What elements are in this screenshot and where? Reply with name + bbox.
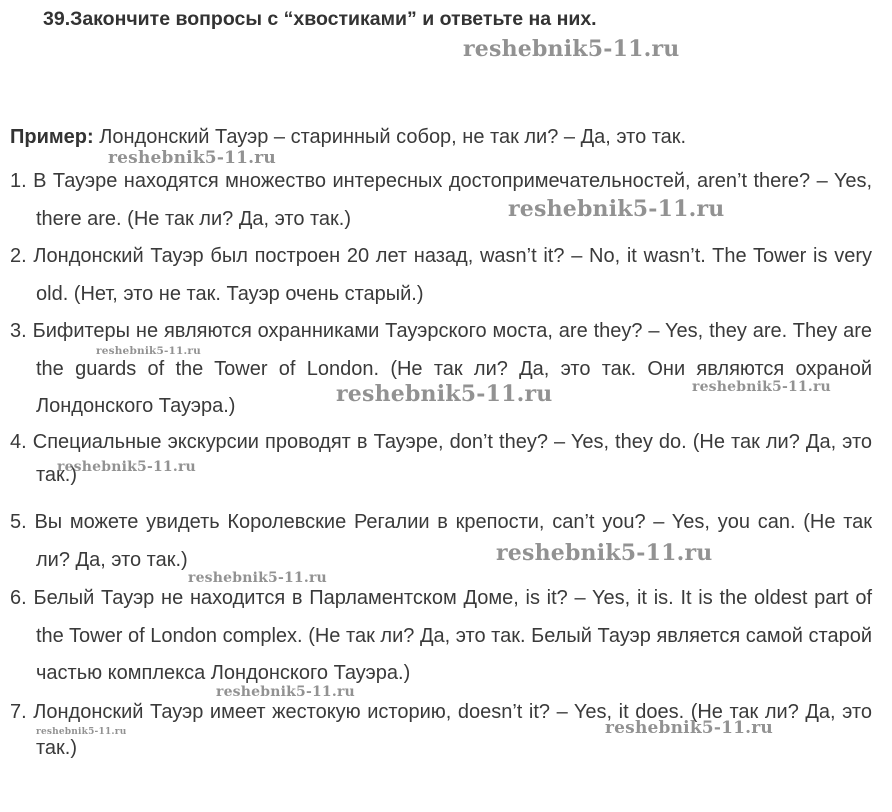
answer-number: 6. xyxy=(10,587,27,609)
watermark: reshebnik5-11.ru xyxy=(605,718,773,738)
answer-number: 1. xyxy=(10,170,27,192)
answer-number: 5. xyxy=(10,511,27,533)
answer-text: Специальные экскурсии проводят в Тауэре, don’t they? – Yes, they do. (Не так ли? Да, это так.) xyxy=(32,431,872,486)
watermark: reshebnik5-11.ru xyxy=(108,148,276,168)
exercise-heading: Закончите вопросы с “хвостиками” и ответьте на них. xyxy=(70,8,597,30)
answer-text: В Тауэре находятся множество интересных достопримечательностей, aren’t there? – Yes, there are. (Не так ли? Да, это так.) xyxy=(33,170,873,230)
watermark: reshebnik5-11.ru xyxy=(57,459,196,475)
exercise-title xyxy=(43,8,597,31)
answer-item-6 xyxy=(10,580,872,693)
watermark: reshebnik5-11.ru xyxy=(463,36,680,62)
watermark: reshebnik5-11.ru xyxy=(96,345,201,357)
answer-number: 3. xyxy=(10,320,27,342)
answer-text: Лондонский Тауэр был построен 20 лет назад, wasn’t it? – No, it wasn’t. The Tower is very old. (Нет, это не так. Тауэр очень старый.) xyxy=(33,245,872,305)
watermark: reshebnik5-11.ru xyxy=(496,540,713,566)
example-text: Лондонский Тауэр – старинный собор, не так ли? – Да, это так. xyxy=(99,126,687,148)
watermark: reshebnik5-11.ru xyxy=(336,381,553,407)
answer-item-3 xyxy=(10,313,872,426)
answer-text: Белый Тауэр не находится в Парламентском Доме, is it? – Yes, it is. It is the oldest part of the Tower of London complex. (Не так ли? Да, это так. Белый Тауэр является самой старой частью комплекса Лондонского Тауэра.) xyxy=(33,587,872,684)
answer-text: Вы можете увидеть Королевские Регалии в крепости, can’t you? – Yes, you can. (Не так ли? Да, это так.) xyxy=(34,511,873,571)
answer-item-1 xyxy=(10,163,872,238)
answer-number: 2. xyxy=(10,245,27,267)
answer-text: Бифитеры не являются охранниками Тауэрского моста, are they? – Yes, they are. They are the guards of the Tower of London. (Не так ли? Да, это так. Они являются охраной Лондонского Тауэра.) xyxy=(32,320,872,417)
watermark: reshebnik5-11.ru xyxy=(188,570,327,586)
answer-text: Лондонский Тауэр имеет жестокую историю, doesn’t it? – Yes, it does. (Не так ли? Да, это так.) xyxy=(33,701,872,759)
exercise-number: 39. xyxy=(43,8,71,30)
answer-number: 4. xyxy=(10,431,27,453)
watermark: reshebnik5-11.ru xyxy=(508,196,725,222)
example-line xyxy=(10,124,686,150)
example-label: Пример: xyxy=(10,126,94,148)
answer-number: 7. xyxy=(10,701,27,723)
watermark: reshebnik5-11.ru xyxy=(692,379,831,395)
answer-item-5 xyxy=(10,504,872,579)
watermark: reshebnik5-11.ru xyxy=(216,684,355,700)
answer-item-2 xyxy=(10,238,872,313)
watermark: reshebnik5-11.ru xyxy=(36,727,127,737)
